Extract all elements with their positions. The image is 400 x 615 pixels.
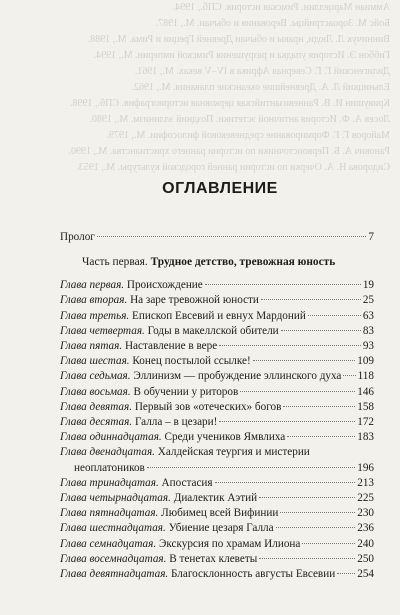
toc-entry-chapter <box>60 309 374 324</box>
toc-entry-chapter <box>60 293 374 308</box>
chapter-number: Глава четырнадцатая. <box>60 492 171 505</box>
chapter-number: Глава пятнадцатая. <box>60 507 159 520</box>
page-number: 254 <box>357 568 374 581</box>
toc-entry-chapter <box>60 521 374 536</box>
dot-leader <box>259 497 355 498</box>
chapter-title: Епископ Евсевий и евнух Мардоний <box>129 309 306 322</box>
chapter-number: Глава седьмая. <box>60 370 131 383</box>
ghost-line: Дилигенский Г. Г. Северная Африка в IV–V веках. М., 1961. <box>134 66 390 77</box>
page-number: 196 <box>357 461 374 474</box>
chapter-list <box>60 476 374 582</box>
toc-entry-chapter <box>60 552 374 567</box>
dot-leader <box>337 573 355 574</box>
chapter-number: Глава девятнадцатая. <box>60 568 169 581</box>
chapter-title: Эллинизм — пробуждение эллинского духа <box>130 370 342 383</box>
page-number: 230 <box>357 507 374 520</box>
page-number: 146 <box>357 385 374 398</box>
toc-entry-chapter <box>60 415 374 430</box>
ghost-line: Аммиан Марцеллин. Римская история. СПб., 1994. <box>172 2 390 13</box>
chapter-title: Апостасия <box>158 476 213 489</box>
chapter-number: Глава восемнадцатая. <box>60 552 167 565</box>
dot-leader <box>215 482 356 483</box>
chapter-number: Глава шестая. <box>60 355 130 368</box>
chapter-number: Глава десятая. <box>60 416 133 429</box>
toc-entry-chapter <box>60 537 374 552</box>
chapter-title: На заре тревожной юности <box>127 294 259 307</box>
chapter-number: Глава тринадцатая. <box>60 476 159 489</box>
part-title: Трудное детство, тревожная юность <box>150 256 336 269</box>
page-number: 158 <box>357 400 374 413</box>
chapter-title: Годы в макеллской обители <box>144 324 279 337</box>
table-of-contents <box>60 180 374 582</box>
toc-entry-chapter <box>60 567 374 582</box>
toc-title: ОГЛАВЛЕНИЕ <box>162 180 278 197</box>
toc-entry-chapter <box>60 354 374 369</box>
chapter-title: В обучении у риторов <box>130 385 239 398</box>
dot-leader <box>281 330 361 331</box>
chapter-title-continued: неоплатоников <box>74 461 145 474</box>
chapter-number: Глава девятая. <box>60 400 133 413</box>
bleed-through-text <box>60 0 390 190</box>
page-number: 109 <box>357 355 374 368</box>
dot-leader <box>147 467 355 468</box>
ghost-line: Кривушин И. В. Ранневизантийская церковная историография. СПб., 1998. <box>70 98 390 109</box>
chapter-title: Любимец всей Вифинии <box>158 507 279 520</box>
page-number: 236 <box>357 522 374 535</box>
page-number: 240 <box>357 537 374 550</box>
dot-leader <box>287 436 355 437</box>
chapter-title: Диалектик Аэтий <box>170 492 258 505</box>
ghost-line: Майоров Г. Г. Формирование средневековой философии. М., 1979. <box>106 130 390 141</box>
page-number: 225 <box>357 492 374 505</box>
page-number: 118 <box>357 370 374 383</box>
toc-entry-chapter <box>60 369 374 384</box>
chapter-number: Глава двенадцатая. <box>60 446 155 459</box>
dot-leader <box>240 391 355 392</box>
chapter-number: Глава одиннадцатая. <box>60 431 162 444</box>
dot-leader <box>283 406 355 407</box>
chapter-title: Убиение цезаря Галла <box>165 522 274 535</box>
chapter-number: Глава шестнадцатая. <box>60 522 166 535</box>
ghost-line: Бойс М. Зороастрийцы. Верования и обычаи. М., 1987. <box>155 18 390 29</box>
page-number: 213 <box>357 476 374 489</box>
dot-leader <box>205 284 361 285</box>
page-number: 93 <box>362 340 374 353</box>
dot-leader <box>261 299 361 300</box>
dot-leader <box>219 345 361 346</box>
dot-leader <box>259 558 355 559</box>
toc-entry-chapter <box>60 339 374 354</box>
toc-entry-chapter <box>60 430 374 445</box>
toc-entry-chapter <box>60 491 374 506</box>
chapter-title: Среди учеников Ямвлиха <box>161 431 286 444</box>
chapter-title: Халдейская теургия и мистерии <box>154 446 310 459</box>
chapter-title: Галла – в цезари! <box>132 416 218 429</box>
part-heading <box>82 255 374 270</box>
toc-entry-chapter <box>60 324 374 339</box>
dot-leader <box>280 512 355 513</box>
ghost-line: Лосев А. Ф. История античной эстетики. Поздний эллинизм. М., 1980. <box>89 114 390 125</box>
chapter-number: Глава восьмая. <box>60 385 131 398</box>
chapter-number: Глава третья. <box>60 309 130 322</box>
ghost-line: Сидорова Н. А. Очерки по истории ранней городской культуры. М., 1953. <box>76 162 390 173</box>
ghost-line: Ельницкий Л. А. Древнейшие океанские плавания. М., 1962. <box>131 82 390 93</box>
dot-leader <box>253 360 356 361</box>
toc-entry-chapter <box>60 278 374 293</box>
dot-leader <box>97 236 367 237</box>
toc-entry-chapter <box>60 506 374 521</box>
page-number: 250 <box>357 552 374 565</box>
page-number: 183 <box>357 431 374 444</box>
chapter-number: Глава вторая. <box>60 294 128 307</box>
chapter-title: Наставление в вере <box>122 340 218 353</box>
page-number: 63 <box>362 309 374 322</box>
toc-entry-chapter <box>60 476 374 491</box>
toc-entry-chapter-12 <box>60 445 374 475</box>
page-number: 83 <box>362 324 374 337</box>
dot-leader <box>343 375 355 376</box>
chapter-number: Глава четвертая. <box>60 324 145 337</box>
chapter-title: В тенетах клеветы <box>166 552 258 565</box>
chapter-number: Глава семнадцатая. <box>60 537 157 550</box>
toc-entry-chapter <box>60 385 374 400</box>
chapter-title: Благосклонность августы Евсевии <box>168 568 336 581</box>
chapter-number: Глава первая. <box>60 279 125 292</box>
page-number: 25 <box>362 294 374 307</box>
dot-leader <box>219 421 355 422</box>
chapter-number: Глава пятая. <box>60 340 123 353</box>
dot-leader <box>308 315 361 316</box>
chapter-title: Экскурсия по храмам Илиона <box>156 537 301 550</box>
entry-title: Пролог <box>60 231 95 243</box>
dot-leader <box>276 527 356 528</box>
chapter-title: Конец постылой ссылке! <box>129 355 251 368</box>
ghost-line: Гиббон Э. История упадка и разрушения Римской империи. М., 1994. <box>93 50 390 61</box>
page-number: 7 <box>368 231 374 243</box>
chapter-list <box>60 278 374 445</box>
chapter-title: Первый зов «отеческих» богов <box>132 400 282 413</box>
toc-entry-prolog <box>60 230 374 245</box>
chapter-title: Происхождение <box>124 279 203 292</box>
page-number: 19 <box>362 279 374 292</box>
dot-leader <box>302 543 355 544</box>
page-number: 172 <box>357 416 374 429</box>
toc-entry-chapter <box>60 400 374 415</box>
ghost-line: Ранович А. Б. Первоисточники по истории раннего христианства. М., 1990. <box>68 146 390 157</box>
part-prefix: Часть первая. <box>82 256 151 269</box>
ghost-line: Винничук Л. Люди, нравы и обычаи Древней Греции и Рима. М., 1988. <box>87 34 390 45</box>
